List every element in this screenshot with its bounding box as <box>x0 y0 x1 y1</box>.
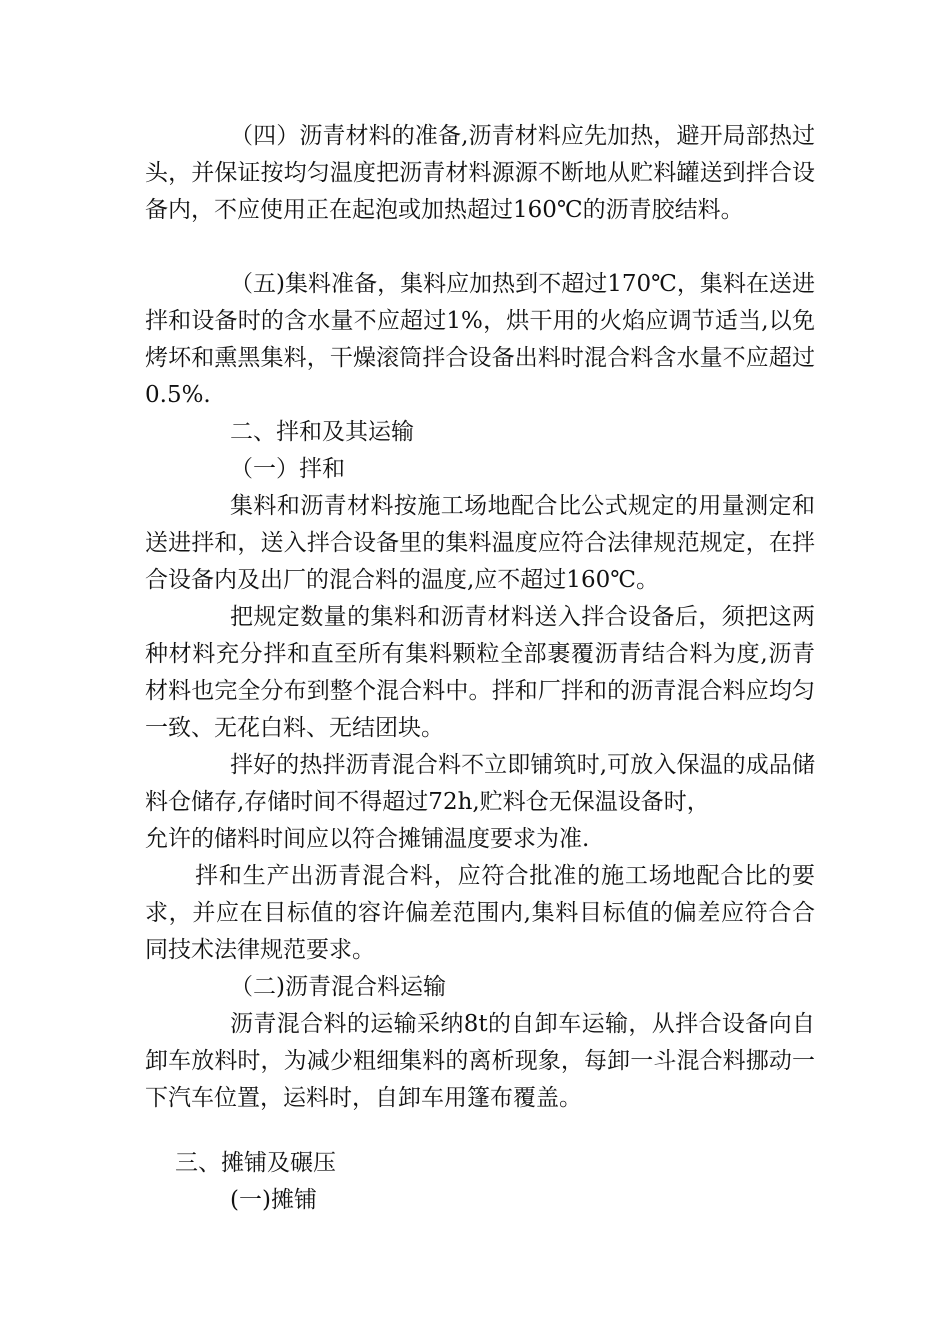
paragraph-mix-requirements: 拌和生产出沥青混合料，应符合批准的施工场地配合比的要求，并应在目标值的容许偏差范围内,集料目标值的偏差应符合合同技术法律规范要求。 <box>145 863 815 963</box>
section-heading-mixing-transport: 二、拌和及其运输 <box>230 419 414 445</box>
paragraph-aggregate-preparation: （五)集料准备，集料应加热到不超过170℃，集料在送进拌和设备时的含水量不应超过1%，烘干用的火焰应调节适当,以免烤坏和熏黑集料，干燥滚筒拌合设备出料时混合料含水量不应超过0.5%. <box>145 271 815 408</box>
paragraph-asphalt-preparation: （四）沥青材料的准备,沥青材料应先加热，避开局部热过头，并保证按均匀温度把沥青材料源源不断地从贮料罐送到拌合设备内，不应使用正在起泡或加热超过160℃的沥青胶结料。 <box>145 123 815 223</box>
paragraph-storage-cont: 允许的储料时间应以符合摊铺温度要求为准. <box>145 826 590 852</box>
subsection-heading-mixing: （一）拌和 <box>230 456 345 482</box>
section-heading-paving-rolling: 三、摊铺及碾压 <box>175 1150 336 1176</box>
paragraph-mixing-procedure: 把规定数量的集料和沥青材料送入拌合设备后，须把这两种材料充分拌和直至所有集料颗粒全部裹覆沥青结合料为度,沥青材料也完全分布到整个混合料中。拌和厂拌和的沥青混合料应均匀一致、无花白料、无结团块。 <box>145 604 815 741</box>
paragraph-storage: 拌好的热拌沥青混合料不立即铺筑时,可放入保温的成品储料仓储存,存储时间不得超过72h,贮料仓无保温设备时， <box>145 752 815 815</box>
subsection-heading-paving: (一)摊铺 <box>230 1187 317 1213</box>
paragraph-transport: 沥青混合料的运输采纳8t的自卸车运输，从拌合设备向自卸车放料时，为减少粗细集料的离析现象，每卸一斗混合料挪动一下汽车位置，运料时，自卸车用篷布覆盖。 <box>145 1011 815 1111</box>
subsection-heading-transport: （二)沥青混合料运输 <box>230 974 446 1000</box>
paragraph-mixing-measurement: 集料和沥青材料按施工场地配合比公式规定的用量测定和送进拌和，送入拌合设备里的集料温度应符合法律规范规定，在拌合设备内及出厂的混合料的温度,应不超过160℃。 <box>145 493 815 593</box>
